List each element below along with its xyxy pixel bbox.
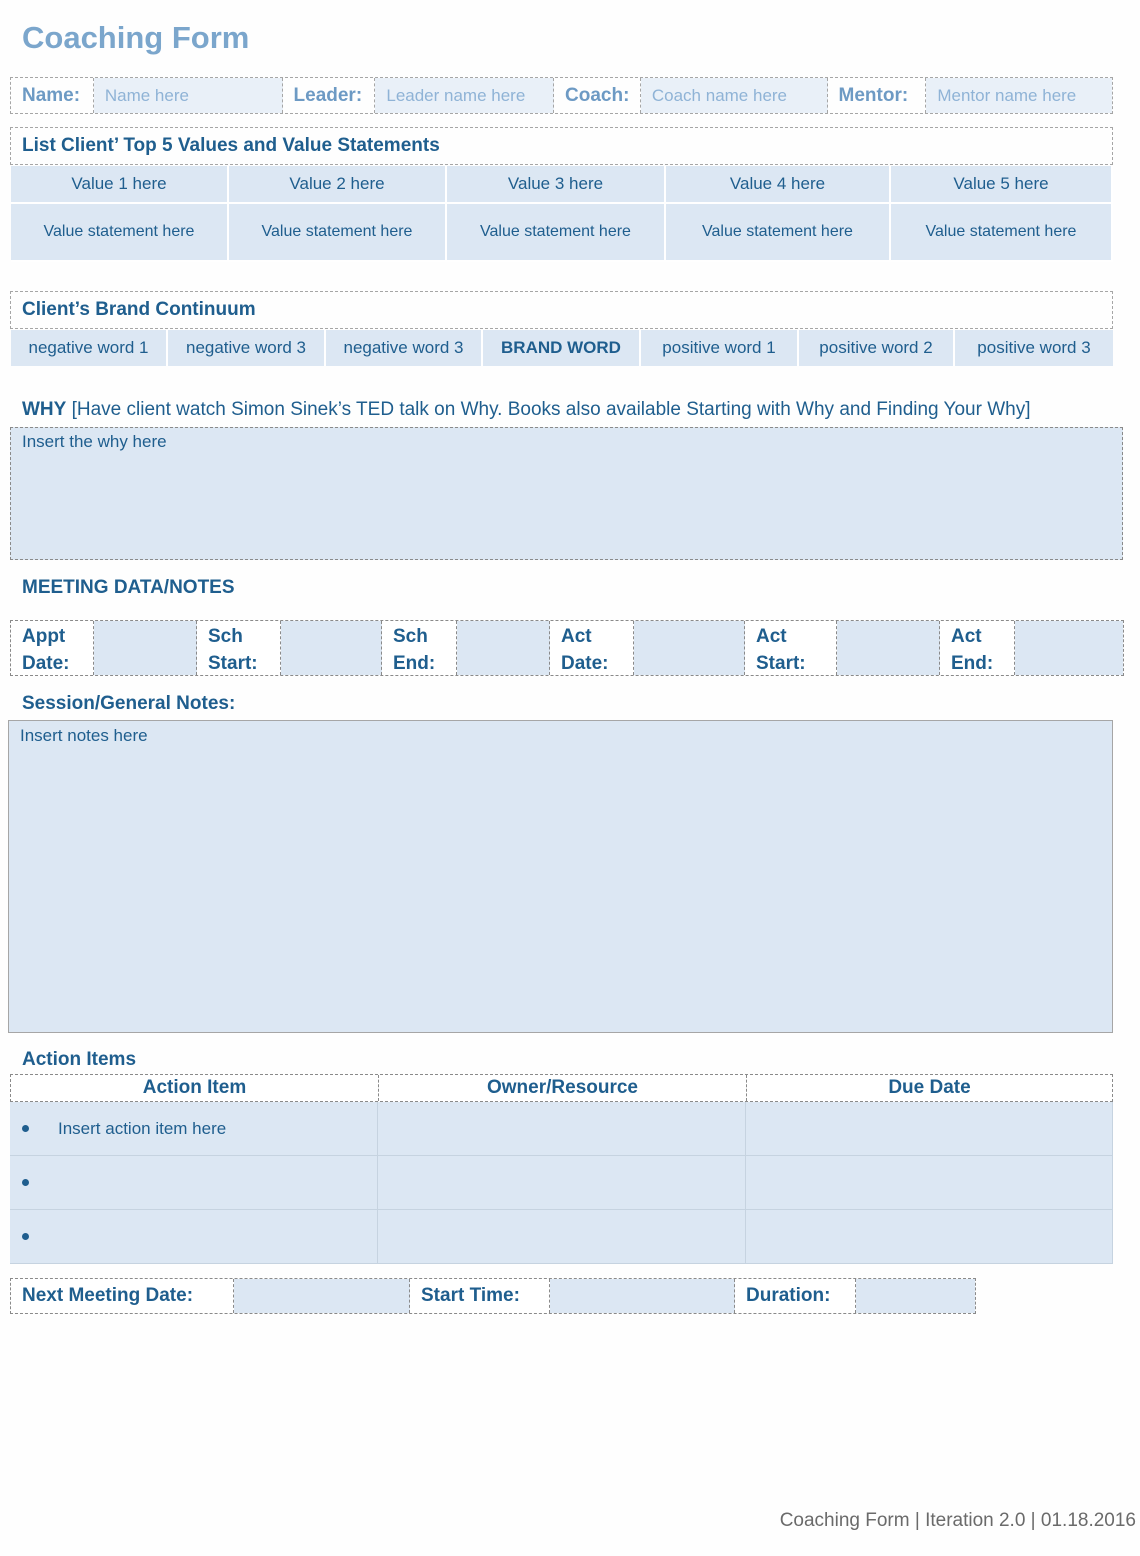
value-statement-cell[interactable]: Value statement here xyxy=(447,204,666,262)
notes-placeholder: Insert notes here xyxy=(20,726,148,745)
leader-field[interactable]: Leader name here xyxy=(375,78,554,113)
values-heading: List Client’ Top 5 Values and Value Statements xyxy=(10,127,1113,165)
values-grid xyxy=(11,166,1113,262)
brand-word-cell[interactable]: positive word 2 xyxy=(799,330,955,366)
brand-word-center-cell[interactable]: BRAND WORD xyxy=(483,330,641,366)
form-title: Coaching Form xyxy=(22,20,250,55)
coach-field[interactable]: Coach name here xyxy=(641,78,828,113)
value-statement-cell[interactable]: Value statement here xyxy=(891,204,1113,262)
value-statement-cell[interactable]: Value statement here xyxy=(11,204,229,262)
brand-word-cell[interactable]: negative word 1 xyxy=(11,330,168,366)
action-item-cell[interactable] xyxy=(10,1210,378,1264)
bullet-icon xyxy=(22,1179,29,1186)
value-cell[interactable]: Value 2 here xyxy=(229,166,447,204)
start-time-label: Start Time: xyxy=(410,1279,550,1313)
appt-date-label: Appt Date: xyxy=(11,621,94,675)
action-table-header xyxy=(10,1074,1113,1102)
coach-label: Coach: xyxy=(554,78,641,113)
notes-heading: Session/General Notes: xyxy=(22,693,236,714)
brand-word-cell[interactable]: positive word 1 xyxy=(641,330,799,366)
brand-word-cell[interactable]: positive word 3 xyxy=(955,330,1113,366)
act-end-label: Act End: xyxy=(940,621,1015,675)
name-field[interactable]: Name here xyxy=(94,78,283,113)
owner-cell[interactable] xyxy=(378,1102,746,1156)
column-header-action-item: Action Item xyxy=(11,1075,379,1101)
table-row xyxy=(10,1102,1113,1156)
value-cell[interactable]: Value 3 here xyxy=(447,166,666,204)
why-heading xyxy=(22,399,1031,421)
appt-date-field[interactable] xyxy=(94,621,197,675)
page-footer: Coaching Form | Iteration 2.0 | 01.18.2016 xyxy=(779,1510,1136,1531)
act-date-field[interactable] xyxy=(634,621,745,675)
brand-word-cell[interactable]: negative word 3 xyxy=(326,330,483,366)
value-statement-cell[interactable]: Value statement here xyxy=(229,204,447,262)
notes-textarea[interactable] xyxy=(8,720,1113,1033)
table-row xyxy=(10,1210,1113,1264)
duration-label: Duration: xyxy=(735,1279,856,1313)
act-start-label: Act Start: xyxy=(745,621,837,675)
duration-field[interactable] xyxy=(856,1279,975,1313)
leader-label: Leader: xyxy=(283,78,376,113)
action-items-table xyxy=(10,1074,1113,1263)
bullet-icon xyxy=(22,1233,29,1240)
act-date-label: Act Date: xyxy=(550,621,634,675)
sch-end-field[interactable] xyxy=(457,621,550,675)
meeting-heading: MEETING DATA/NOTES xyxy=(22,577,235,598)
sch-start-label: Sch Start: xyxy=(197,621,281,675)
meeting-data-row xyxy=(10,620,1124,676)
mentor-label: Mentor: xyxy=(828,78,927,113)
column-header-owner: Owner/Resource xyxy=(379,1075,747,1101)
action-items-heading: Action Items xyxy=(22,1049,137,1070)
next-meeting-date-label: Next Meeting Date: xyxy=(11,1279,234,1313)
due-date-cell[interactable] xyxy=(746,1102,1113,1156)
brand-heading: Client’s Brand Continuum xyxy=(10,291,1113,329)
value-cell[interactable]: Value 5 here xyxy=(891,166,1113,204)
column-header-due-date: Due Date xyxy=(747,1075,1112,1101)
why-textarea[interactable] xyxy=(10,427,1123,560)
value-cell[interactable]: Value 1 here xyxy=(11,166,229,204)
brand-word-cell[interactable]: negative word 3 xyxy=(168,330,326,366)
why-instruction: [Have client watch Simon Sinek’s TED talk on Why. Books also available Starting with Why and Finding Your Why] xyxy=(66,399,1031,420)
action-item-cell[interactable] xyxy=(10,1156,378,1210)
owner-cell[interactable] xyxy=(378,1210,746,1264)
sch-start-field[interactable] xyxy=(281,621,382,675)
why-label: WHY xyxy=(22,399,67,420)
value-cell[interactable]: Value 4 here xyxy=(666,166,891,204)
name-label: Name: xyxy=(11,78,94,113)
act-start-field[interactable] xyxy=(837,621,940,675)
value-statement-cell[interactable]: Value statement here xyxy=(666,204,891,262)
brand-continuum-row xyxy=(11,330,1113,366)
owner-cell[interactable] xyxy=(378,1156,746,1210)
bullet-icon xyxy=(22,1125,29,1132)
why-placeholder: Insert the why here xyxy=(22,432,167,451)
next-meeting-row xyxy=(10,1278,976,1314)
participants-row xyxy=(10,77,1113,114)
table-row xyxy=(10,1156,1113,1210)
act-end-field[interactable] xyxy=(1015,621,1123,675)
action-item-cell[interactable]: Insert action item here xyxy=(10,1102,378,1156)
mentor-field[interactable]: Mentor name here xyxy=(926,78,1112,113)
next-meeting-date-field[interactable] xyxy=(234,1279,410,1313)
due-date-cell[interactable] xyxy=(746,1210,1113,1264)
due-date-cell[interactable] xyxy=(746,1156,1113,1210)
start-time-field[interactable] xyxy=(550,1279,735,1313)
sch-end-label: Sch End: xyxy=(382,621,457,675)
